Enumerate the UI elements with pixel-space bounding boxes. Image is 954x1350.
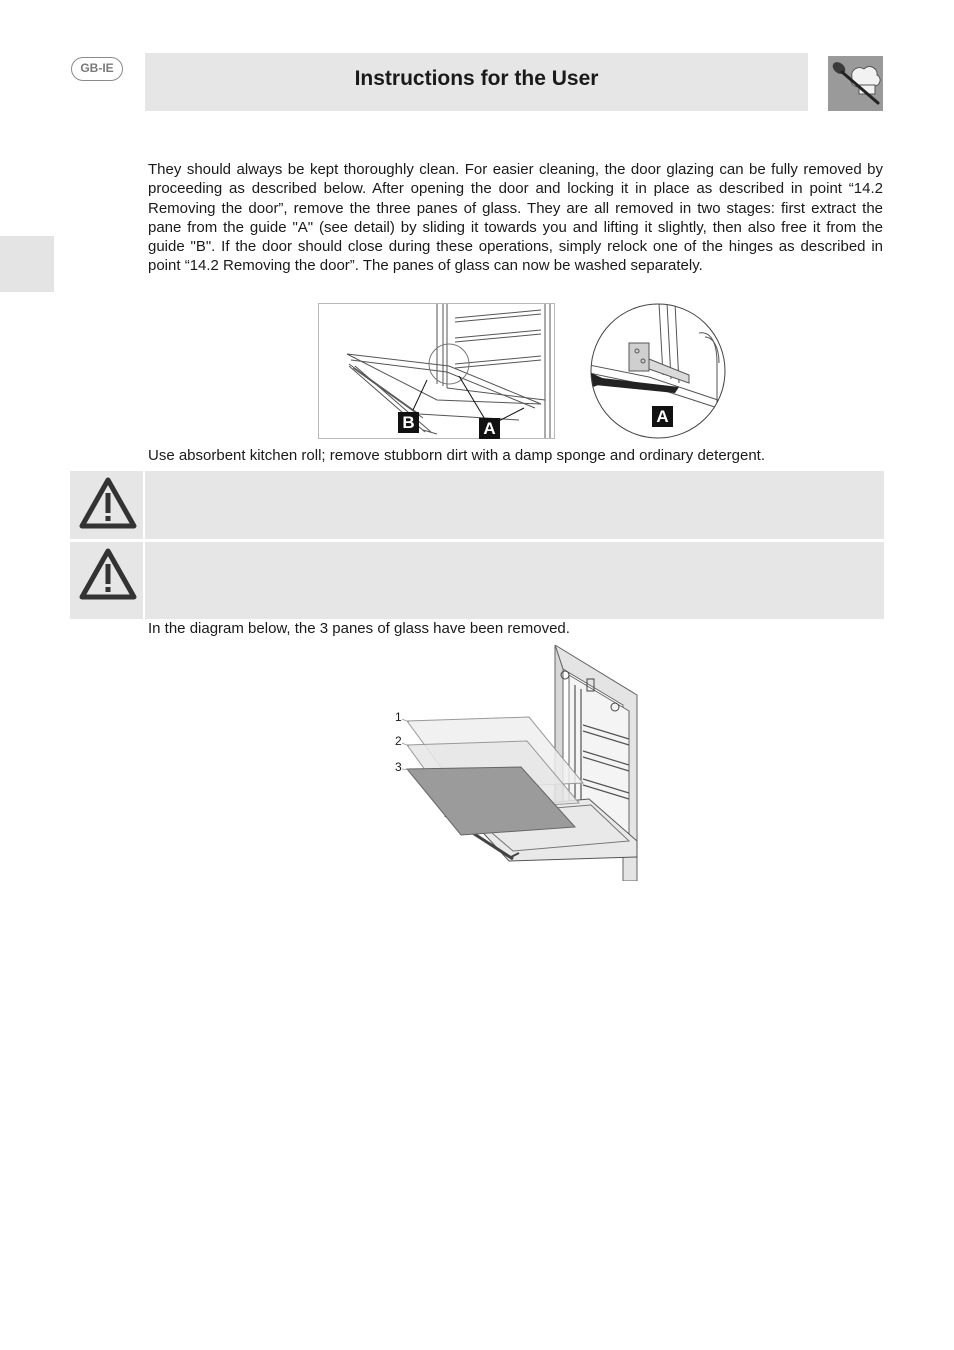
paragraph-glazing-removal: They should always be kept thoroughly clean. For easier cleaning, the door glazing can be fully removed by proceeding as described below. After opening the door and locking it in place as described in point “14.2 Removing the door”, remove the three panes of glass. They are all removed in two stages: first extract the pane from the guide "A" (see detail) by sliding it towards you and lifting it slightly, then also free it from the guide "B". If the door should close during these operations, simply relock one of the hinges as described in point “14.2 Removing the door”. The panes of glass can now be washed separately. (148, 161, 883, 275)
pane-number-1: 1 (395, 710, 402, 724)
warning-box-1 (70, 471, 884, 539)
paragraph-cleaning-tip: Use absorbent kitchen roll; remove stubborn dirt with a damp sponge and ordinary detergent. (148, 447, 766, 464)
warning-icon-cell (70, 542, 145, 619)
pane-number-3: 3 (395, 760, 402, 774)
warning-triangle-icon (79, 548, 137, 605)
page-header (145, 53, 808, 111)
section-side-tab (0, 236, 54, 292)
warning-box-2 (70, 542, 884, 619)
paragraph-diagram-intro: In the diagram below, the 3 panes of glass have been removed. (148, 620, 570, 637)
guide-a-label: A (479, 418, 500, 439)
detail-a-label: A (652, 406, 673, 427)
warning-icon-cell (70, 471, 145, 539)
language-badge: GB-IE (71, 57, 123, 81)
guide-a-detail-figure (589, 303, 727, 439)
page-title: Instructions for the User (354, 67, 599, 90)
guide-b-label: B (398, 412, 419, 433)
chef-spoon-icon (828, 56, 883, 111)
removed-panes-figure (393, 645, 638, 881)
warning-triangle-icon (79, 477, 137, 534)
pane-number-2: 2 (395, 734, 402, 748)
door-guides-figure (318, 303, 555, 439)
